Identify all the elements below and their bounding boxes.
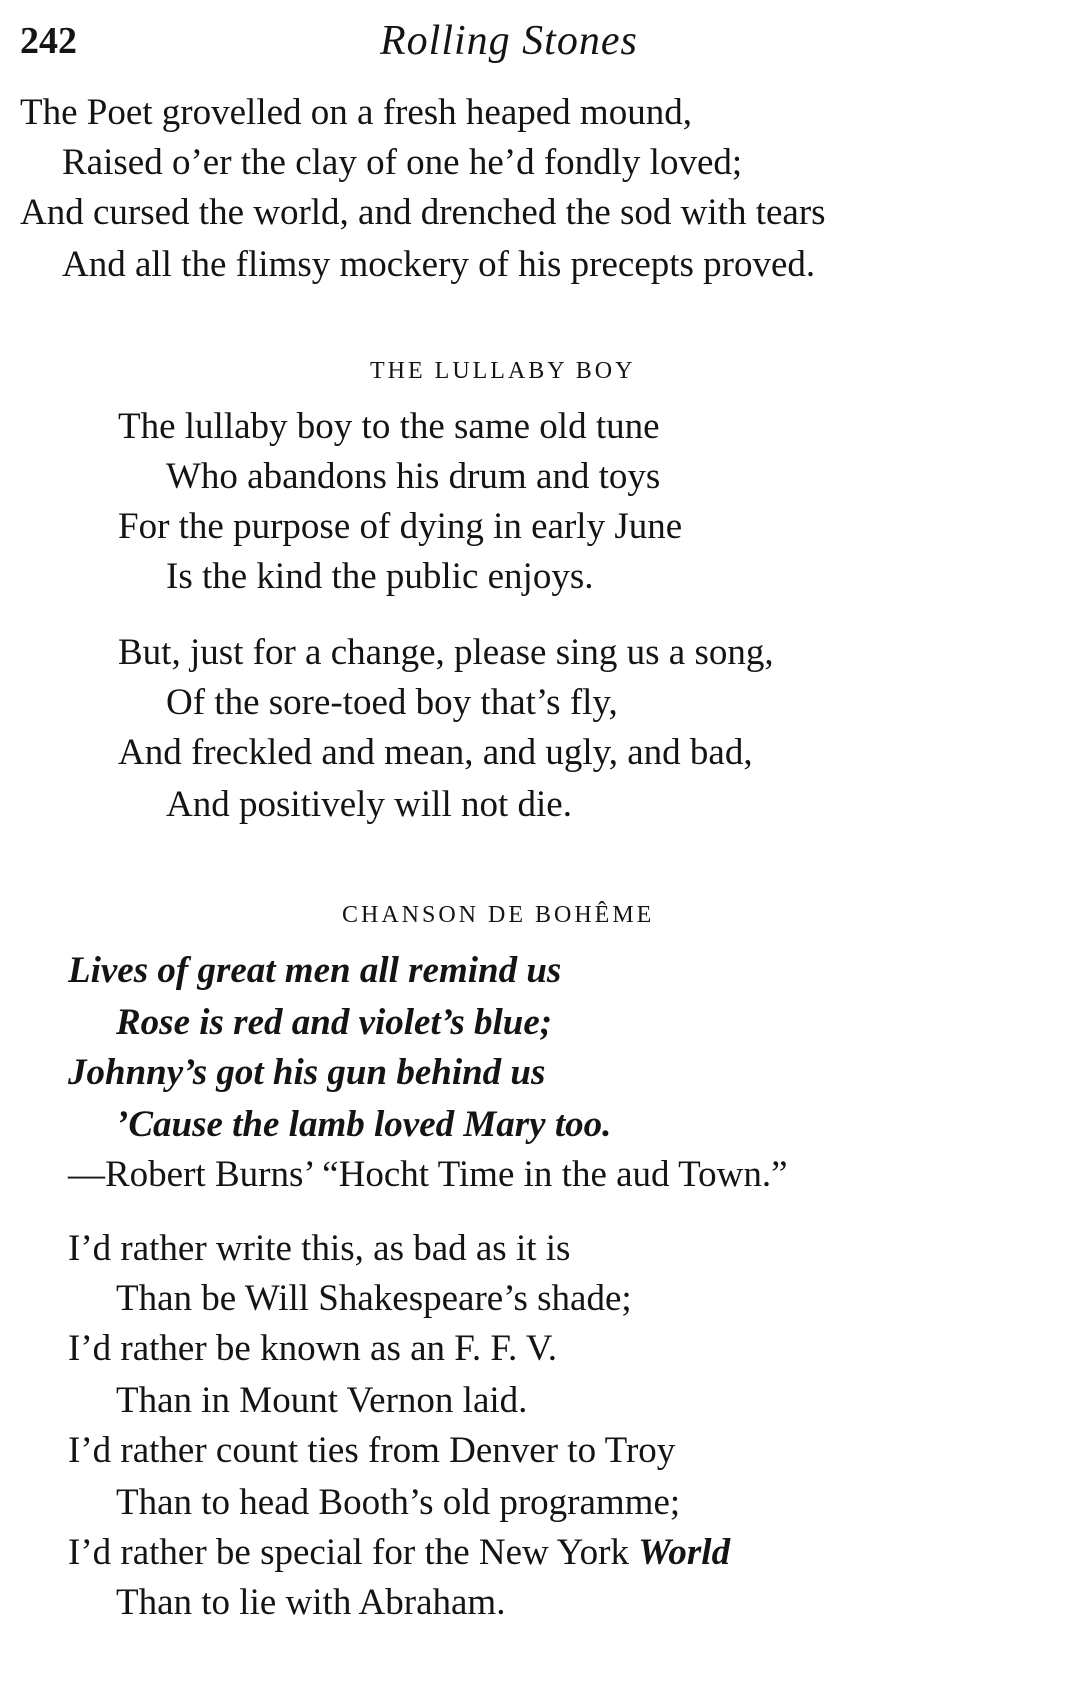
epigraph-line: Lives of great men all remind us — [68, 950, 562, 991]
epigraph-line: ’Cause the lamb loved Mary too. — [116, 1104, 612, 1145]
poem-line-text: I’d rather be special for the New York — [68, 1532, 639, 1573]
poem-line: And all the flimsy mockery of his precepts proved. — [62, 244, 816, 285]
poem-line: Of the sore-toed boy that’s fly, — [166, 682, 618, 723]
poem-line: I’d rather be known as an F. F. V. — [68, 1328, 558, 1369]
section-heading: CHANSON DE BOHÊME — [342, 902, 655, 928]
poem-line: I’d rather count ties from Denver to Troy — [68, 1430, 676, 1471]
page-header — [20, 16, 1060, 76]
poem-line: For the purpose of dying in early June — [118, 506, 683, 547]
epigraph-attribution: —Robert Burns’ “Hocht Time in the aud Town.” — [68, 1154, 788, 1195]
poem-line: Raised o’er the clay of one he’d fondly loved; — [62, 142, 743, 183]
poem-line: I’d rather write this, as bad as it is — [68, 1228, 571, 1269]
poem-line: The Poet grovelled on a fresh heaped mound, — [20, 92, 692, 133]
poem-line: But, just for a change, please sing us a song, — [118, 632, 774, 673]
epigraph-line: Rose is red and violet’s blue; — [116, 1002, 553, 1043]
poem-line: Than to head Booth’s old programme; — [116, 1482, 681, 1523]
poem-line: And positively will not die. — [166, 784, 572, 825]
poem-line: Is the kind the public enjoys. — [166, 556, 594, 597]
poem-line: Than be Will Shakespeare’s shade; — [116, 1278, 632, 1319]
poem-line — [68, 1530, 730, 1576]
section-heading: THE LULLABY BOY — [370, 358, 636, 384]
running-title: Rolling Stones — [380, 18, 638, 64]
page-number: 242 — [20, 20, 77, 62]
emphasized-word: World — [638, 1532, 731, 1573]
epigraph-line: Johnny’s got his gun behind us — [68, 1052, 546, 1093]
poem-line: And freckled and mean, and ugly, and bad, — [118, 732, 753, 773]
poem-line: The lullaby boy to the same old tune — [118, 406, 660, 447]
poem-line: Than in Mount Vernon laid. — [116, 1380, 528, 1421]
poem-line: And cursed the world, and drenched the sod with tears — [20, 192, 826, 233]
poem-line: Who abandons his drum and toys — [166, 456, 661, 497]
poem-line: Than to lie with Abraham. — [116, 1582, 506, 1623]
